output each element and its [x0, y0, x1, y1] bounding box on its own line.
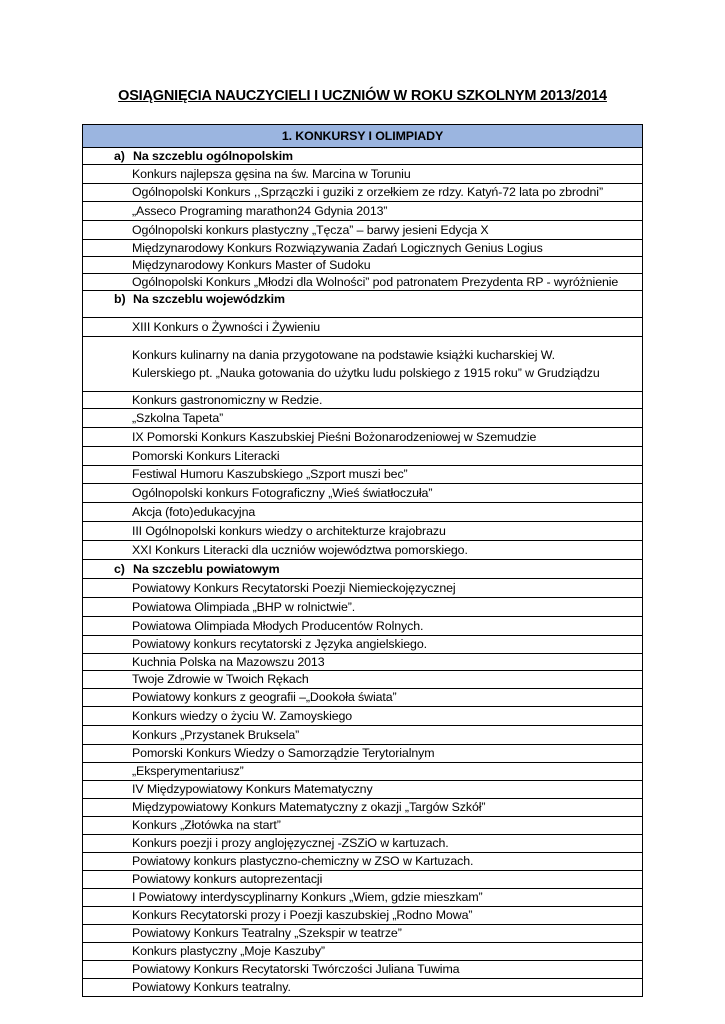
page-title: OSIĄGNIĘCIA NAUCZYCIELI I UCZNIÓW W ROKU SZKOLNYM 2013/2014	[118, 88, 607, 104]
list-item: Konkurs najlepsza gęsina na św. Marcina w Toruniu	[83, 165, 643, 184]
list-item: Powiatowy Konkurs Recytatorski Twórczości Juliana Tuwima	[83, 961, 643, 979]
list-item: Pomorski Konkurs Wiedzy o Samorządzie Terytorialnym	[83, 745, 643, 763]
list-item: Powiatowy konkurs z geografii –„Dookoła świata”	[83, 689, 643, 707]
table-row	[83, 979, 643, 997]
table-row	[83, 274, 643, 291]
section-heading-national	[83, 148, 643, 165]
list-item: IX Pomorski Konkurs Kaszubskiej Pieśni Bożonarodzeniowej w Szemudzie	[83, 428, 643, 447]
table-row	[83, 579, 643, 598]
table-row	[83, 636, 643, 654]
table-row	[83, 853, 643, 871]
table-header: 1. KONKURSY I OLIMPIADY	[83, 125, 643, 148]
table-row	[83, 654, 643, 671]
section-row	[83, 291, 643, 318]
list-item: Pomorski Konkurs Literacki	[83, 447, 643, 466]
section-title: Na szczeblu ogólnopolskim	[133, 148, 293, 163]
table-row	[83, 871, 643, 889]
table-row	[83, 428, 643, 447]
list-item: Międzynarodowy Konkurs Master of Sudoku	[83, 257, 643, 274]
list-item: Ogólnopolski konkurs plastyczny „Tęcza” – barwy jesieni Edycja X	[83, 221, 643, 240]
table-row	[83, 763, 643, 781]
list-item: „Asseco Programing marathon24 Gdynia 2013”	[83, 202, 643, 221]
list-item: Powiatowa Olimpiada Młodych Producentów Rolnych.	[83, 617, 643, 636]
section-row	[83, 148, 643, 165]
section-label: c)	[114, 561, 125, 576]
list-item: I Powiatowy interdyscyplinarny Konkurs „Wiem, gdzie mieszkam”	[83, 889, 643, 907]
list-item: Ogólnopolski Konkurs „Młodzi dla Wolności” pod patronatem Prezydenta RP - wyróżnienie	[83, 274, 643, 291]
section-title: Na szczeblu powiatowym	[133, 561, 280, 576]
table-row	[83, 318, 643, 337]
list-item: Konkurs poezji i prozy anglojęzycznej -ZSZiO w kartuzach.	[83, 835, 643, 853]
table-row	[83, 257, 643, 274]
table-row	[83, 835, 643, 853]
table-row	[83, 671, 643, 689]
section-title: Na szczeblu wojewódzkim	[133, 292, 285, 306]
table-row	[83, 961, 643, 979]
table-row	[83, 392, 643, 409]
list-item: Konkurs „Przystanek Bruksela”	[83, 726, 643, 745]
table-row	[83, 484, 643, 503]
list-item: Konkurs Recytatorski prozy i Poezji kaszubskiej „Rodno Mowa”	[83, 907, 643, 925]
table-row	[83, 221, 643, 240]
table-row	[83, 781, 643, 799]
list-item: Powiatowy konkurs recytatorski z Języka angielskiego.	[83, 636, 643, 654]
table-row	[83, 184, 643, 202]
list-item: Ogólnopolski konkurs Fotograficzny „Wieś światłoczuła”	[83, 484, 643, 503]
table-row	[83, 503, 643, 522]
list-item: Powiatowy konkurs autoprezentacji	[83, 871, 643, 889]
section-label: b)	[114, 292, 126, 306]
list-item: Powiatowa Olimpiada „BHP w rolnictwie”.	[83, 598, 643, 617]
list-item: Powiatowy Konkurs teatralny.	[83, 979, 643, 997]
table-row	[83, 240, 643, 257]
table-row	[83, 337, 643, 392]
list-item: Ogólnopolski Konkurs ,,Sprzączki i guziki z orzełkiem ze rdzy. Katyń-72 lata po zbrodni”	[83, 184, 643, 202]
list-item: Twoje Zdrowie w Twoich Rękach	[83, 671, 643, 689]
table-row	[83, 617, 643, 636]
table-row	[83, 889, 643, 907]
section-heading-regional	[83, 291, 643, 318]
table-row	[83, 907, 643, 925]
table-row	[83, 598, 643, 617]
table-row	[83, 689, 643, 707]
competitions-table	[82, 124, 643, 997]
list-item: Konkurs „Złotówka na start”	[83, 817, 643, 835]
list-item: Kuchnia Polska na Mazowszu 2013	[83, 654, 643, 671]
list-item: „Eksperymentariusz”	[83, 763, 643, 781]
section-label: a)	[114, 148, 125, 163]
list-item: Powiatowy konkurs plastyczno-chemiczny w ZSO w Kartuzach.	[83, 853, 643, 871]
list-item: Powiatowy Konkurs Teatralny „Szekspir w teatrze”	[83, 925, 643, 943]
list-item: Międzypowiatowy Konkurs Matematyczny z okazji „Targów Szkół”	[83, 799, 643, 817]
table-row	[83, 202, 643, 221]
list-item: Konkurs kulinarny na dania przygotowane na podstawie książki kucharskiej W. Kulerskiego pt. „Nauka gotowania do użytku ludu polskiego z 1915 roku” w Grudziądzu	[83, 337, 643, 392]
table-row	[83, 817, 643, 835]
list-item: Konkurs plastyczny „Moje Kaszuby”	[83, 943, 643, 961]
table-row	[83, 943, 643, 961]
list-item: XIII Konkurs o Żywności i Żywieniu	[83, 318, 643, 337]
list-item: Powiatowy Konkurs Recytatorski Poezji Niemieckojęzycznej	[83, 579, 643, 598]
table-row	[83, 707, 643, 726]
table-row	[83, 409, 643, 428]
section-row	[83, 560, 643, 579]
list-item: Konkurs wiedzy o życiu W. Zamoyskiego	[83, 707, 643, 726]
table-row	[83, 541, 643, 560]
table-row	[83, 447, 643, 466]
table-row	[83, 726, 643, 745]
list-item: IV Międzypowiatowy Konkurs Matematyczny	[83, 781, 643, 799]
table-row	[83, 925, 643, 943]
table-row	[83, 799, 643, 817]
table-header-row	[83, 125, 643, 148]
table-row	[83, 745, 643, 763]
list-item: Festiwal Humoru Kaszubskiego „Szport muszi bec”	[83, 466, 643, 484]
list-item: Akcja (foto)edukacyjna	[83, 503, 643, 522]
table-row	[83, 522, 643, 541]
table-row	[83, 165, 643, 184]
list-item: Międzynarodowy Konkurs Rozwiązywania Zadań Logicznych Genius Logius	[83, 240, 643, 257]
list-item: Konkurs gastronomiczny w Redzie.	[83, 392, 643, 409]
list-item: „Szkolna Tapeta”	[83, 409, 643, 428]
section-heading-district	[83, 560, 643, 579]
list-item: XXI Konkurs Literacki dla uczniów województwa pomorskiego.	[83, 541, 643, 560]
list-item: III Ogólnopolski konkurs wiedzy o architekturze krajobrazu	[83, 522, 643, 541]
table-row	[83, 466, 643, 484]
